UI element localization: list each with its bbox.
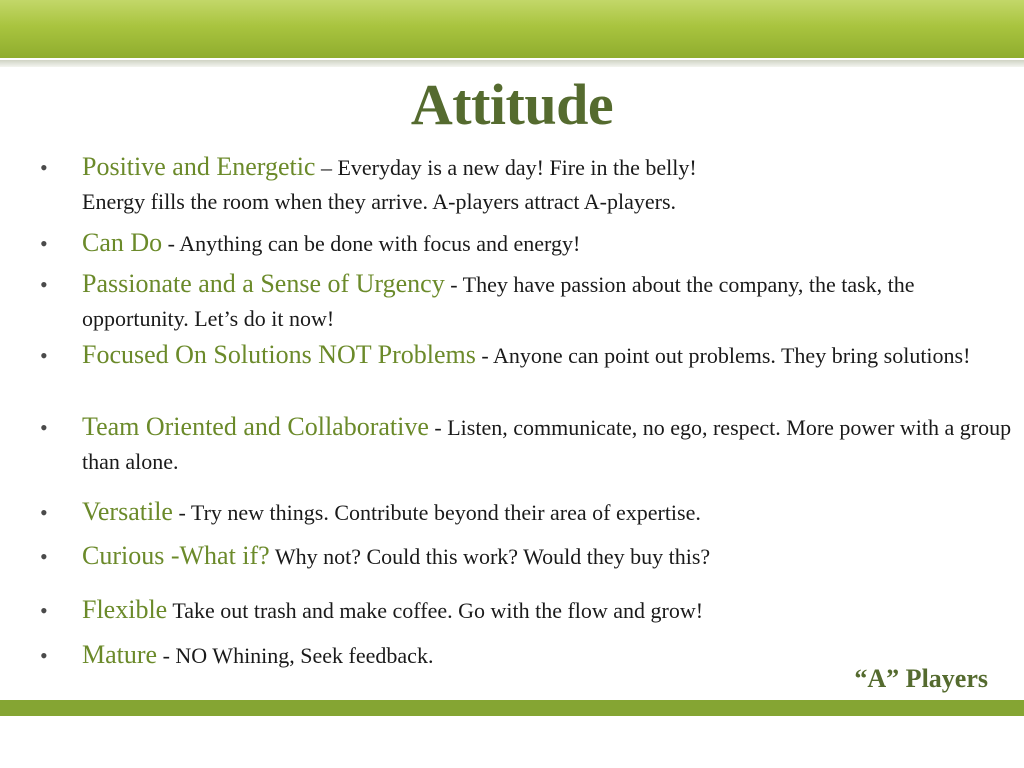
bullet-description: They have passion about the company, the task, the opportunity. Let’s do it now!	[82, 272, 915, 331]
bullet-description: Why not? Could this work? Would they buy this?	[274, 544, 711, 569]
bullet-dot: •	[40, 415, 48, 440]
bullet-dot: •	[40, 500, 48, 525]
bullet-term: Passionate and a Sense of Urgency	[82, 269, 445, 298]
bullet-term: Versatile	[82, 497, 173, 526]
bullet-separator: -	[444, 272, 463, 297]
bullet-text	[82, 338, 1012, 373]
bullet-description: Everyday is a new day! Fire in the belly!	[337, 155, 697, 180]
bullet-dot: •	[40, 544, 48, 569]
footer-label: “A” Players	[854, 664, 988, 693]
bullet-separator: -	[157, 643, 176, 668]
bullet-text	[82, 410, 1012, 479]
bullet-separator: -	[475, 343, 493, 368]
bullet-separator: -	[428, 415, 448, 440]
bullet-dot: •	[40, 343, 48, 368]
bullet-dot: •	[40, 598, 48, 623]
bullet-term: Positive and Energetic	[82, 152, 316, 181]
bullet-dot: •	[40, 272, 48, 297]
bullet-dot: •	[40, 231, 48, 256]
slide-title: Attitude	[410, 72, 614, 137]
bullet-separator: -	[162, 231, 180, 256]
bullet-text	[82, 226, 1012, 261]
bullet-text	[82, 495, 1012, 530]
bullet-separator: –	[315, 155, 338, 180]
bullet-description: Listen, communicate, no ego, respect. More power with a group than alone.	[82, 415, 1012, 474]
bullet-separator: -	[172, 500, 191, 525]
bullet-text	[82, 150, 1012, 219]
bullet-term: Can Do	[82, 228, 163, 257]
bullet-text	[82, 593, 1012, 628]
footer-band	[0, 700, 1024, 716]
bullet-text	[82, 267, 1012, 336]
bullet-description: Take out trash and make coffee. Go with the flow and grow!	[172, 598, 704, 623]
bullet-dot: •	[40, 155, 48, 180]
bullet-description: Anything can be done with focus and energy!	[179, 231, 581, 256]
bullet-description-line2: Energy fills the room when they arrive. A-players attract A-players.	[82, 189, 677, 214]
bullet-term: Flexible	[82, 595, 168, 624]
bullet-description: NO Whining, Seek feedback.	[175, 643, 434, 668]
bullet-dot: •	[40, 643, 48, 668]
bullet-description: Anyone can point out problems. They bring solutions!	[493, 343, 971, 368]
bullet-term: Focused On Solutions NOT Problems	[82, 340, 476, 369]
bullet-text	[82, 539, 1012, 574]
bullet-description: Try new things. Contribute beyond their area of expertise.	[190, 500, 701, 525]
bullet-term: Team Oriented and Collaborative	[82, 412, 429, 441]
bullet-term: Curious -What if?	[82, 541, 270, 570]
bullet-term: Mature	[82, 640, 158, 669]
